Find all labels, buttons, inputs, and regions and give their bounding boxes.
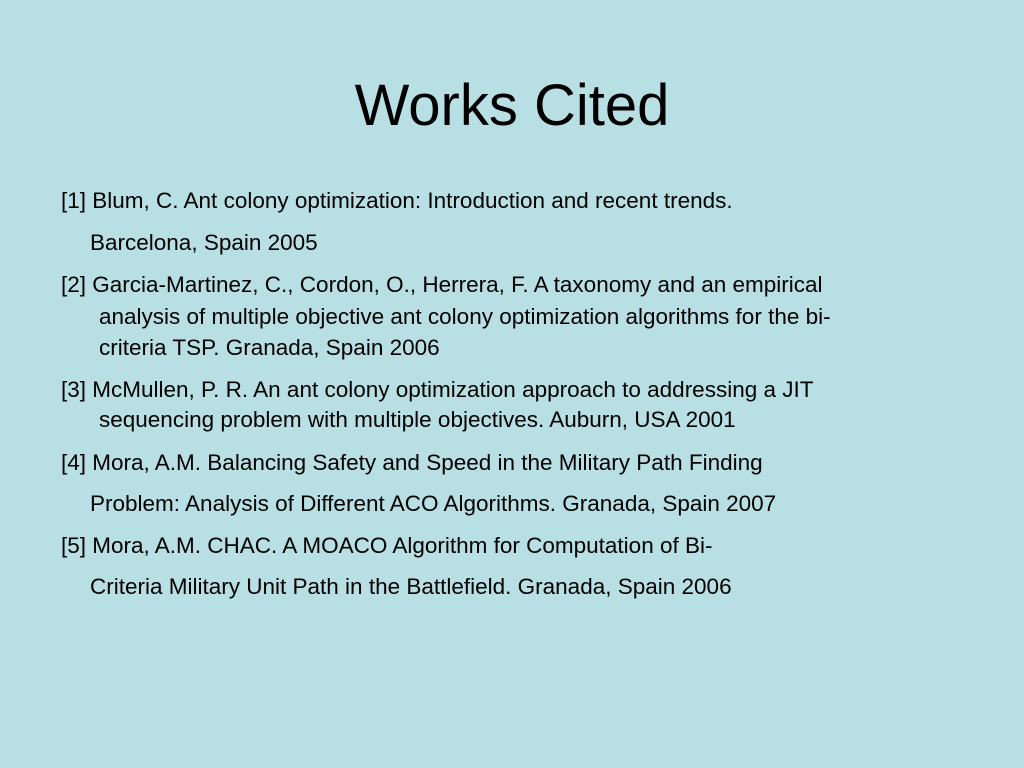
reference-1-line-2: Barcelona, Spain 2005	[90, 230, 318, 255]
reference-2-line-1: [2] Garcia-Martinez, C., Cordon, O., Herrera, F. A taxonomy and an empirical	[61, 272, 823, 297]
reference-1-line-1: [1] Blum, C. Ant colony optimization: Introduction and recent trends.	[61, 188, 733, 213]
reference-3-line-2: sequencing problem with multiple objectives. Auburn, USA 2001	[99, 407, 736, 432]
reference-2-line-2: analysis of multiple objective ant colony optimization algorithms for the bi-	[99, 304, 831, 329]
slide-title: Works Cited	[354, 73, 670, 138]
reference-4-line-1: [4] Mora, A.M. Balancing Safety and Speed in the Military Path Finding	[61, 450, 763, 475]
reference-5-line-2: Criteria Military Unit Path in the Battlefield. Granada, Spain 2006	[90, 574, 732, 599]
reference-3-line-1: [3] McMullen, P. R. An ant colony optimization approach to addressing a JIT	[61, 377, 814, 402]
reference-4-line-2: Problem: Analysis of Different ACO Algorithms. Granada, Spain 2007	[90, 491, 777, 516]
reference-2-line-3: criteria TSP. Granada, Spain 2006	[99, 335, 440, 360]
reference-5-line-1: [5] Mora, A.M. CHAC. A MOACO Algorithm for Computation of Bi-	[61, 533, 713, 558]
